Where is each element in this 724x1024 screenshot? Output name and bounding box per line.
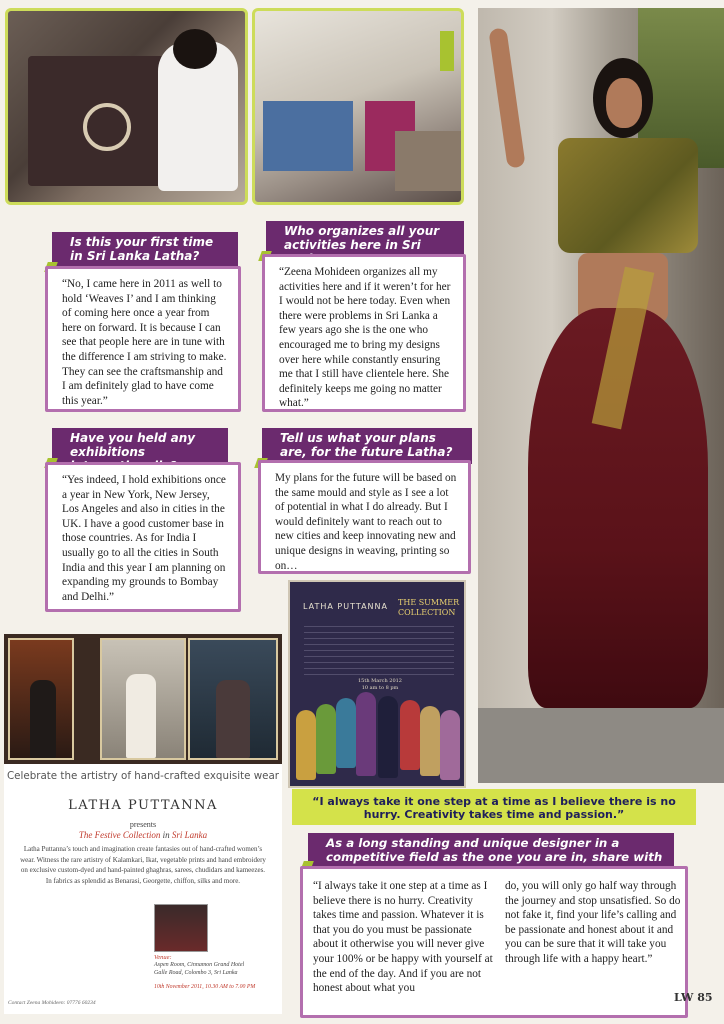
- question-5-header: As a long standing and unique designer in a competitive field as the one you are in, share with: [308, 833, 674, 867]
- ad-presents: presents: [129, 820, 157, 829]
- poster-date: 15th March 2012: [357, 678, 402, 684]
- poster-title-line1: THE SUMMER: [398, 598, 460, 607]
- ad-in-word: in: [162, 830, 170, 840]
- poster-brand: LATHA PUTTANNA: [302, 602, 388, 611]
- answer-2-box: “Zeena Mohideen organizes all my activities here and if it weren’t for her I would not be here today. Even when there were problems in Sri Lanka a few years ago she is the one who encouraged me to bring my designs over here while constantly ensuring me that I still have clientele here. She definitely keeps me going no matter what.”: [262, 254, 466, 412]
- ad-venue-label: Venue:: [154, 954, 172, 961]
- ad-venue-line1: Aspen Room, Cinnamon Grand Hotel: [154, 962, 245, 968]
- page-folio: [674, 991, 720, 1004]
- ad-contact: Contact Zeena Mohideen: 07776 60234: [8, 1000, 96, 1006]
- ad-photo-strip: [4, 634, 282, 764]
- workshop-photo: [5, 8, 248, 205]
- festive-collection-ad: [4, 764, 282, 1014]
- summer-collection-poster: [288, 580, 466, 788]
- answer-3-box: “Yes indeed, I hold exhibitions once a year in New York, New Jersey, Los Angeles and also in cities in the UK. I have a good customer base in those countries. As for India I usually go to all the cities in South India and this year I am planning on expanding my grounds to Bombay and Delhi.”: [45, 462, 241, 612]
- answer-5-box: [300, 866, 688, 1018]
- answer-5-col1: “I always take it one step at a time as I believe there is no hurry. Creativity takes time and passion. Whatever it is that you do you must be passionate about it otherwise you will never give your 100% or be happy with yourself at the end of the day. And if you are not honest about what you: [313, 880, 493, 995]
- answer-4-box: My plans for the future will be based on the same mould and style as I see a lot of potential in what I do already. But I would definitely want to reach out to new cities and keep innovating new and unique designs in weaving, printing so on…: [258, 460, 471, 574]
- question-1-header: Is this your first time in Sri Lanka Latha?: [52, 232, 238, 268]
- question-2-header: Who organizes all your activities here in Sri: [266, 221, 464, 257]
- poster-title-line2: COLLECTION: [398, 608, 456, 617]
- question-3-header: Have you held any exhibitions: [52, 428, 228, 464]
- poster-time: 10 am to 8 pm: [361, 685, 399, 691]
- ad-venue-line2: Galle Road, Colombo 3, Sri Lanka: [154, 970, 238, 976]
- answer-5-col2: do, you will only go half way through the journey and stop unsatisfied. So do not fake it, find your life’s calling and be passionate and honest about it and you can be sure that it will take you through life with a happy heart.”: [505, 880, 681, 965]
- ad-date: 10th November 2011, 10.30 AM to 7.00 PM: [154, 984, 256, 990]
- ad-venue-photo: [154, 904, 208, 952]
- ad-brand: LATHA PUTTANNA: [68, 798, 218, 813]
- model-photo: [478, 8, 724, 783]
- pull-quote: “I always take it one step at a time as I believe there is no hurry. Creativity takes time and passion.”: [292, 789, 696, 825]
- ad-tagline: Celebrate the artistry of hand-crafted exquisite wear: [6, 770, 280, 782]
- question-4-header: Tell us what your plans are, for the future Latha?: [262, 428, 472, 464]
- folio-label: LW: [674, 991, 694, 1004]
- ad-collection: The Festive Collection: [78, 830, 161, 840]
- ad-location: Sri Lanka: [171, 830, 208, 840]
- ad-body: Latha Puttanna’s touch and imagination create fantasies out of hand-crafted women’s wear. Witness the rare artistry of Kalamkari, Ikat, vegetable prints and hand embroidery on exclusive custom-dyed and hand-painted ghaghras, sarees, chudidars and kameezes. In fabrics as splendid as Benarasi, Georgette, chiffon, silks and more.: [20, 845, 266, 885]
- answer-1-box: “No, I came here in 2011 as well to hold ‘Weaves I’ and I am thinking of coming here once a year from here on forward. It is because I can see that people here are in tune with the difference I am striving to make. They can see the craftsmanship and I am definitely glad to have come this year.”: [45, 266, 241, 412]
- ad-collection-line: [4, 830, 282, 840]
- page-number: 85: [697, 991, 713, 1004]
- sewing-room-photo: [252, 8, 464, 205]
